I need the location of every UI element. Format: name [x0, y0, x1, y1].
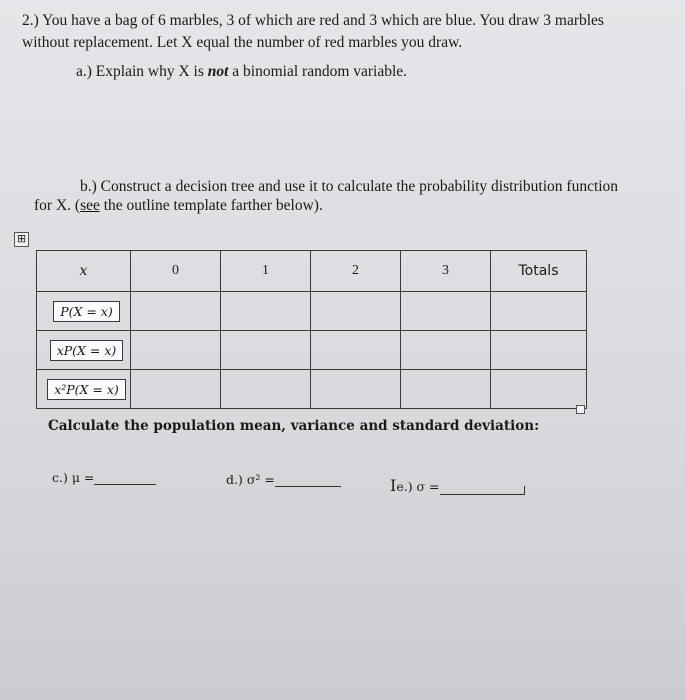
- table-cell[interactable]: [401, 292, 491, 331]
- variance-answer: [226, 472, 341, 487]
- calculate-prompt: Calculate the population mean, variance and standard deviation:: [48, 418, 540, 434]
- probability-distribution-table: [36, 250, 587, 409]
- column-header-3: 3: [401, 251, 491, 292]
- totals-header-cell: Totals: [491, 251, 587, 292]
- variance-blank[interactable]: [275, 486, 341, 487]
- table-row: [37, 331, 587, 370]
- variance-label: d.) σ² =: [226, 472, 275, 487]
- table-cell[interactable]: [311, 292, 401, 331]
- part-a-emphasis: not: [207, 63, 229, 80]
- table-cell[interactable]: [131, 370, 221, 409]
- table-header-row: [37, 251, 587, 292]
- row-label-cell: [37, 370, 131, 409]
- text-cursor-icon: I: [390, 476, 397, 495]
- part-b-line-1: b.) Construct a decision tree and use it to calculate the probability distribution function: [80, 178, 619, 195]
- table-cell[interactable]: [221, 292, 311, 331]
- question-line-1: 2.) You have a bag of 6 marbles, 3 of which are red and 3 which are blue. You draw 3 marbles: [22, 12, 604, 29]
- table-cell[interactable]: [311, 370, 401, 409]
- mean-blank[interactable]: [94, 484, 156, 485]
- mean-label: c.) μ =: [52, 470, 95, 485]
- mean-answer: [52, 470, 156, 485]
- table-cell[interactable]: [221, 370, 311, 409]
- column-header-0: 0: [131, 251, 221, 292]
- part-a-suffix: a binomial random variable.: [228, 63, 408, 80]
- table-cell[interactable]: [491, 370, 587, 409]
- table-row: [37, 292, 587, 331]
- column-header-1: 1: [221, 251, 311, 292]
- table-row: [37, 370, 587, 409]
- sd-label: e.) σ =: [396, 479, 440, 494]
- see-link[interactable]: see: [80, 197, 100, 214]
- row-label-cell: [37, 331, 131, 370]
- blank-end-mark: [524, 486, 525, 495]
- part-b-line-2: [34, 197, 323, 215]
- table-cell[interactable]: [221, 331, 311, 370]
- table-cell[interactable]: [491, 292, 587, 331]
- sd-answer: [390, 476, 525, 495]
- part-a-question: [76, 63, 407, 81]
- question-line-2: without replacement. Let X equal the number of red marbles you draw.: [22, 34, 463, 51]
- table-resize-handle-icon[interactable]: [576, 405, 585, 414]
- sd-blank[interactable]: [440, 494, 524, 495]
- table-cell[interactable]: [491, 331, 587, 370]
- table-cell[interactable]: [131, 331, 221, 370]
- part-a-prefix: a.) Explain why X is: [76, 63, 208, 80]
- row-label: P(X = x): [53, 301, 120, 322]
- table-cell[interactable]: [311, 331, 401, 370]
- row-label-cell: [37, 292, 131, 331]
- row-label: x²P(X = x): [47, 379, 126, 400]
- part-b-line-2-suffix: the outline template farther below).: [99, 197, 323, 214]
- row-label: xP(X = x): [50, 340, 124, 361]
- column-header-2: 2: [311, 251, 401, 292]
- table-move-handle-icon[interactable]: ⊞: [14, 232, 29, 247]
- table-cell[interactable]: [401, 370, 491, 409]
- part-b-line-2-prefix: for X. (: [34, 197, 81, 214]
- x-header-cell: x: [37, 251, 131, 292]
- table-cell[interactable]: [131, 292, 221, 331]
- table-cell[interactable]: [401, 331, 491, 370]
